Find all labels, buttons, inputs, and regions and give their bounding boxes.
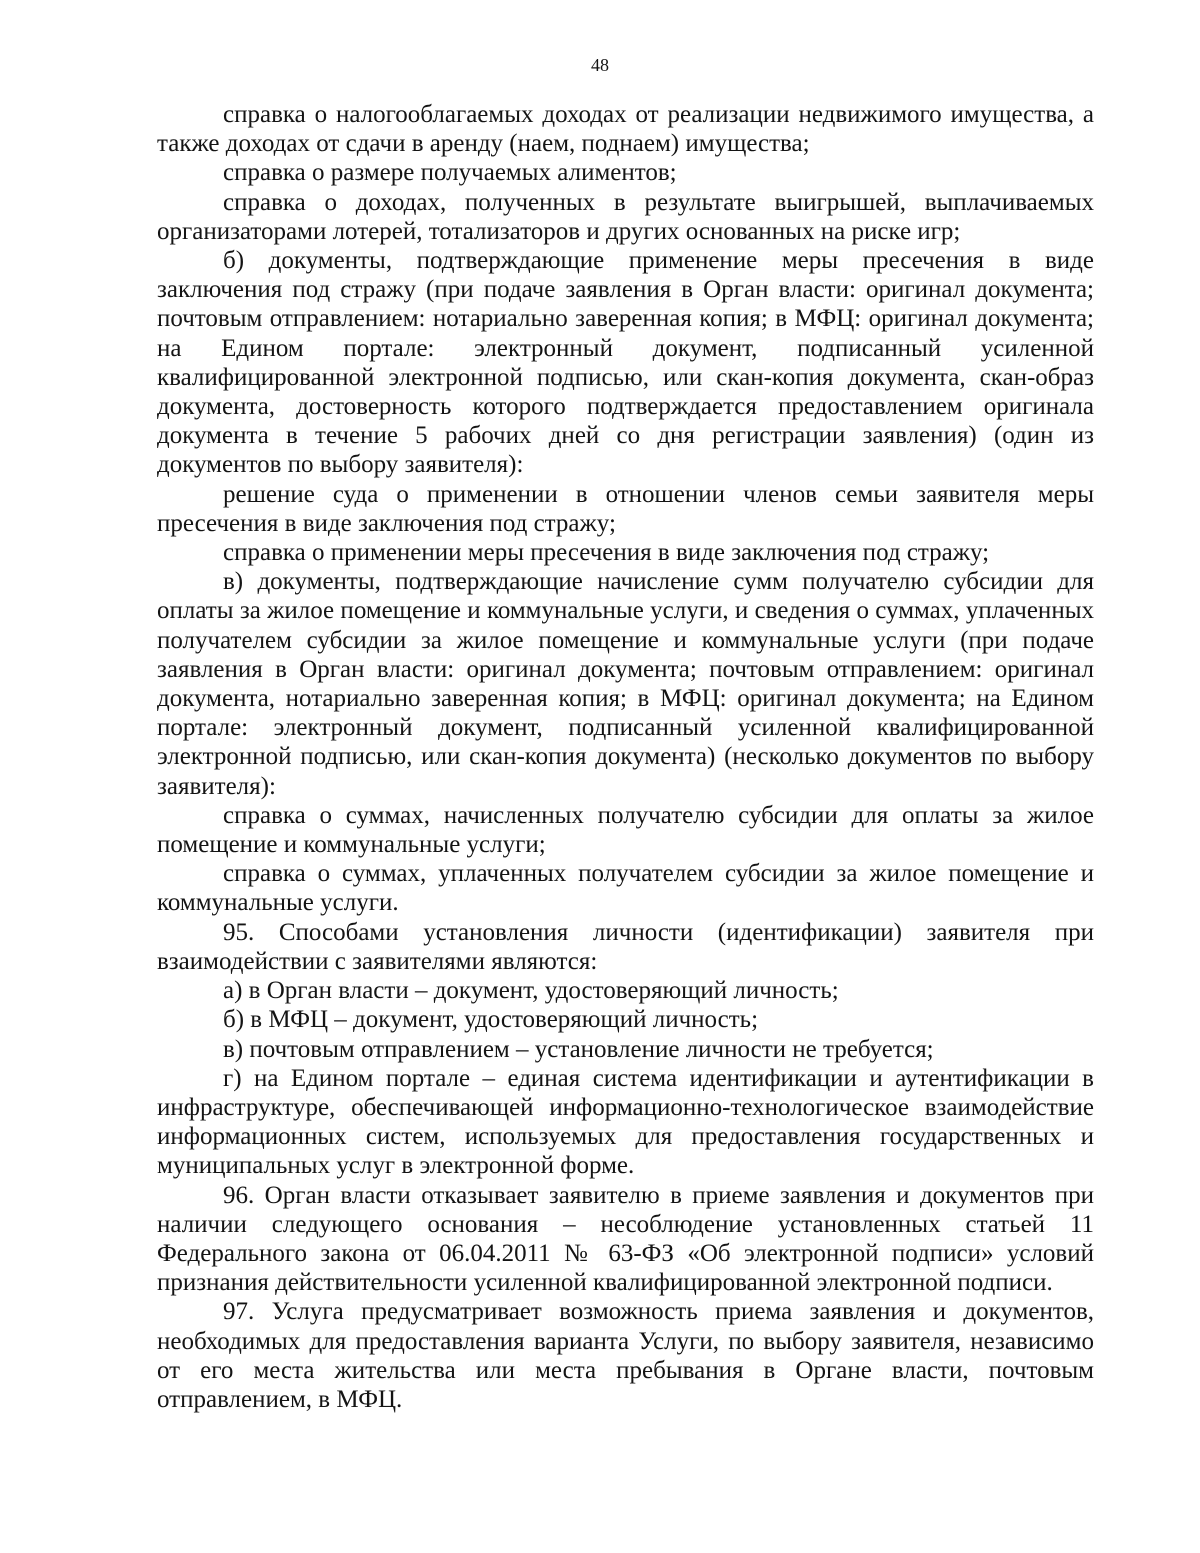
page-number: 48 [591,55,609,75]
paragraph-alimony: справка о размере получаемых алиментов; [223,159,677,187]
document-body [157,100,1094,1414]
paragraph-income-real-estate: справка о налогооблагаемых доходах от реализации недвижимого имущества, а также доходах от сдачи в аренду (наем, поднаем) имущества; [157,101,1094,158]
paragraph-lottery-winnings: справка о доходах, полученных в результате выигрышей, выплачиваемых организаторами лотерей, тотализаторов и других основанных на риске игр; [157,188,1094,245]
paragraph-item-b: б) документы, подтверждающие применение меры пресечения в виде заключения под стражу (при подаче заявления в Орган власти: оригинал документа; почтовым отправлением: нотариально заверенная копия; в МФЦ: оригинал документа; на Едином портале: электронный документ, подписанный усиленной квалифицированной электронной подписью, или скан-копия документа, скан-образ документа, достоверность которого подтверждается предоставлением оригинала документа в течение 5 рабочих дней со дня регистрации заявления) (один из документов по выбору заявителя): [157,247,1094,479]
paragraph-97: 97. Услуга предусматривает возможность приема заявления и документов, необходимых для предоставления варианта Услуги, по выбору заявителя, независимо от его места жительства или места пребывания в Органе власти, почтовым отправлением, в МФЦ. [157,1298,1094,1413]
paragraph-96: 96. Орган власти отказывает заявителю в приеме заявления и документов при наличии следующего основания – несоблюдение установленных статьей 11 Федерального закона от 06.04.2011 № 63-ФЗ «Об электронной подписи» условий признания действительности усиленной квалифицированной электронной подписи. [157,1181,1094,1297]
paragraph-95-g: г) на Едином портале – единая система идентификации и аутентификации в инфраструктуре, обеспечивающей информационно-технологическое взаимодействие информационных систем, используемых для предоставления государственных и муниципальных услуг в электронной форме. [157,1064,1094,1180]
paragraph-court-decision: решение суда о применении в отношении членов семьи заявителя меры пресечения в виде заключения под стражу; [157,480,1094,537]
paragraph-custody-certificate: справка о применении меры пресечения в виде заключения под стражу; [223,539,990,567]
paragraph-95-a: а) в Орган власти – документ, удостоверяющий личность; [223,977,839,1005]
paragraph-accrued-sums: справка о суммах, начисленных получателю субсидии для оплаты за жилое помещение и коммунальные услуги; [157,801,1094,859]
paragraph-95-b: б) в МФЦ – документ, удостоверяющий личность; [223,1006,759,1034]
paragraph-item-v: в) документы, подтверждающие начисление сумм получателю субсидии для оплаты за жилое помещение и коммунальные услуги, и сведения о суммах, уплаченных получателем субсидии за жилое помещение и коммунальные услуги (при подаче заявления в Орган власти: оригинал документа; почтовым отправлением: оригинал документа, нотариально заверенная копия; в МФЦ: оригинал документа; на Едином портале: электронный документ, подписанный усиленной квалифицированной электронной подписью, или скан-копия документа) (несколько документов по выбору заявителя): [157,568,1094,800]
paragraph-paid-sums: справка о суммах, уплаченных получателем субсидии за жилое помещение и коммунальные услуги. [157,860,1094,917]
paragraph-95: 95. Способами установления личности (идентификации) заявителя при взаимодействии с заявителями являются: [157,918,1094,975]
paragraph-95-v: в) почтовым отправлением – установление личности не требуется; [223,1035,934,1063]
